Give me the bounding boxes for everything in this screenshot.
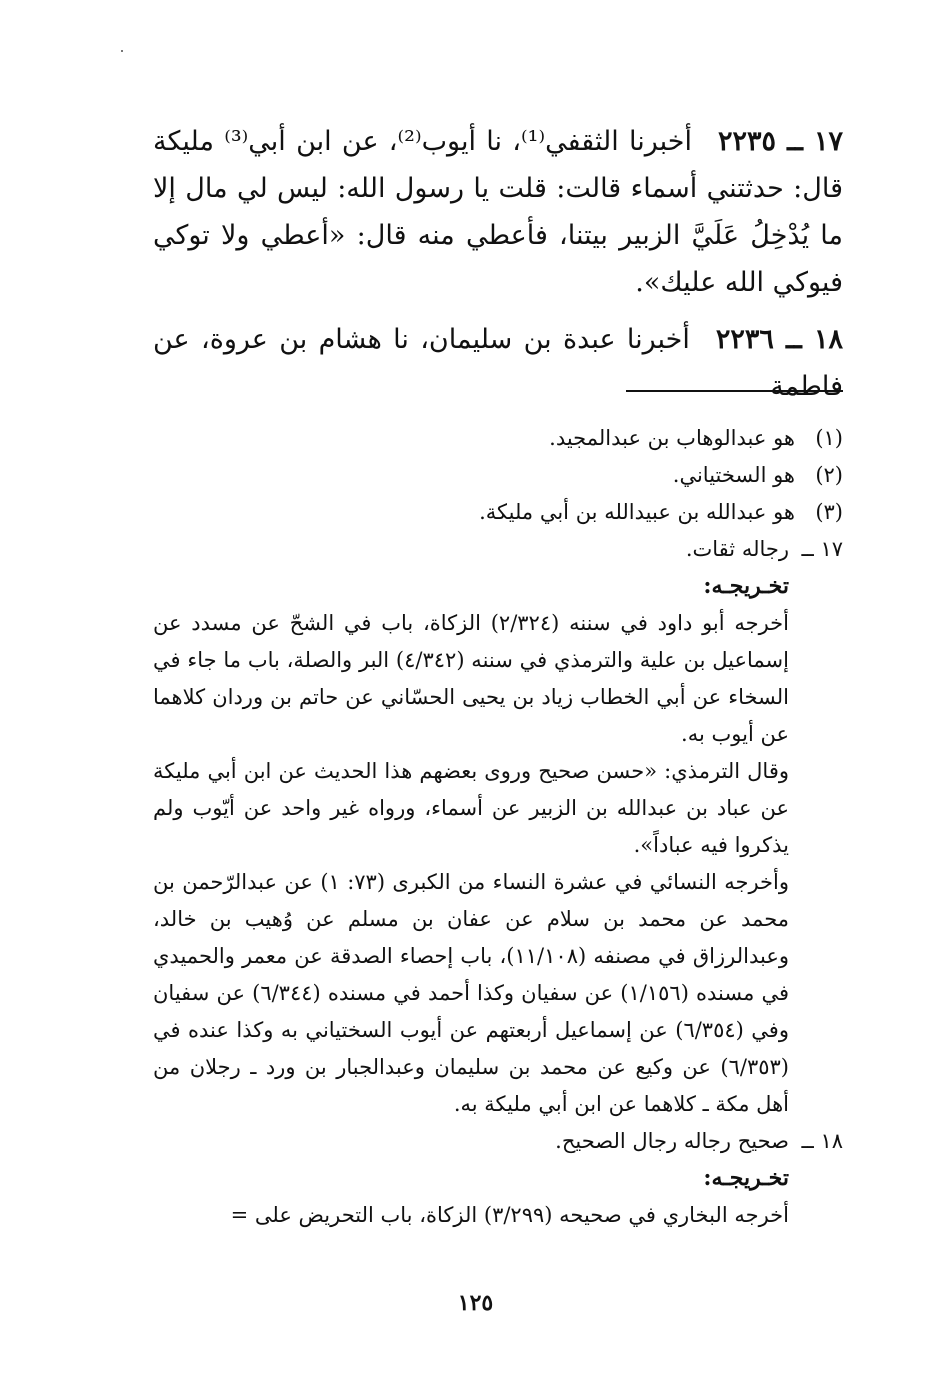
footnote-key: (١) bbox=[815, 426, 843, 450]
note-text: رجاله ثقات. bbox=[685, 537, 789, 561]
hadith-main-text bbox=[153, 118, 843, 410]
footnote-text: هو عبدالله بن عبيدالله بن أبي مليكة. bbox=[479, 500, 795, 524]
hadith-text: أخبرنا عبدة بن سليمان، نا هشام بن عروة، عن فاطمة bbox=[153, 324, 843, 402]
footnote-divider bbox=[626, 390, 843, 392]
note-key: ١٧ ــ bbox=[801, 537, 843, 561]
note-17 bbox=[153, 531, 843, 568]
footnote-text: هو عبدالوهاب بن عبدالمجيد. bbox=[549, 426, 795, 450]
note-text: صحيح رجاله رجال الصحيح. bbox=[555, 1129, 789, 1153]
hadith-number: ١٨ ــ ٢٢٣٦ bbox=[715, 324, 843, 355]
footnotes bbox=[153, 420, 843, 1234]
hadith-2235 bbox=[153, 118, 843, 306]
note-18 bbox=[153, 1123, 843, 1160]
takhrij-heading: تخـريجـه: bbox=[703, 573, 789, 599]
footnote-text: هو السختياني. bbox=[672, 463, 795, 487]
hadith-text: أخبرنا الثقفي⁽¹⁾، نا أيوب⁽²⁾، عن ابن أبي⁽³⁾ مليكة قال: حدثتني أسماء قالت: قلت يا رسول الله: ليس لي مال إلا ما يُدْخِلُ عَلَيَّ الزبير بيتنا، فأعطي منه قال: «أعطي ولا توكي فيوكي الله عليك». bbox=[153, 126, 843, 298]
footnote-key: (٢) bbox=[815, 463, 843, 487]
footnote-1 bbox=[153, 420, 843, 457]
hadith-number: ١٧ ــ ٢٢٣٥ bbox=[718, 126, 843, 157]
note-key: ١٨ ــ bbox=[801, 1129, 843, 1153]
hadith-2236 bbox=[153, 316, 843, 410]
takhrij-paragraph: وقال الترمذي: «حسن صحيح وروى بعضهم هذا الحديث عن ابن أبي مليكة عن عباد بن عبدالله بن الزبير عن أسماء، ورواه غير واحد عن أيّوب ولم يذكروا فيه عباداً». bbox=[153, 759, 789, 857]
takhrij-paragraph: أخرجه البخاري في صحيحه (٣/٢٩٩) الزكاة، باب التحريض على = bbox=[230, 1203, 789, 1227]
takhrij-paragraph: وأخرجه النسائي في عشرة النساء من الكبرى (٧٣: ١) عن عبدالرّحمن بن محمد عن محمد بن سلام عن عفان بن مسلم عن وُهيب بن خالد، وعبدالرزاق في مصنفه (١١/١٠٨)، باب إحصاء الصدقة عن معمر والحميدي في مسنده (١/١٥٦) عن سفيان وكذا أحمد في مسنده (٦/٣٤٤) عن سفيان وفي (٦/٣٥٤) عن إسماعيل أربعتهم عن أيوب السختياني به وكذا عنده في (٦/٣٥٣) عن وكيع عن محمد بن سليمان وعبدالجبار بن ورد ـ رجلان من أهل مكة ـ كلاهما عن ابن أبي مليكة به. bbox=[153, 870, 789, 1116]
page-number: ١٢٥ bbox=[457, 1290, 494, 1316]
takhrij-paragraph: أخرجه أبو داود في سننه (٢/٣٢٤) الزكاة، باب في الشحّ عن مسدد عن إسماعيل بن علية والترمذي في سننه (٤/٣٤٢) البر والصلة، باب ما جاء في السخاء عن أبي الخطاب زياد بن يحيى الحسّاني عن حاتم بن وردان كلاهما عن أيوب به. bbox=[153, 611, 789, 746]
footnote-key: (٣) bbox=[815, 500, 843, 524]
scan-speck bbox=[121, 50, 123, 52]
footnote-3 bbox=[153, 494, 843, 531]
footnote-2 bbox=[153, 457, 843, 494]
takhrij-heading: تخـريجـه: bbox=[703, 1165, 789, 1191]
